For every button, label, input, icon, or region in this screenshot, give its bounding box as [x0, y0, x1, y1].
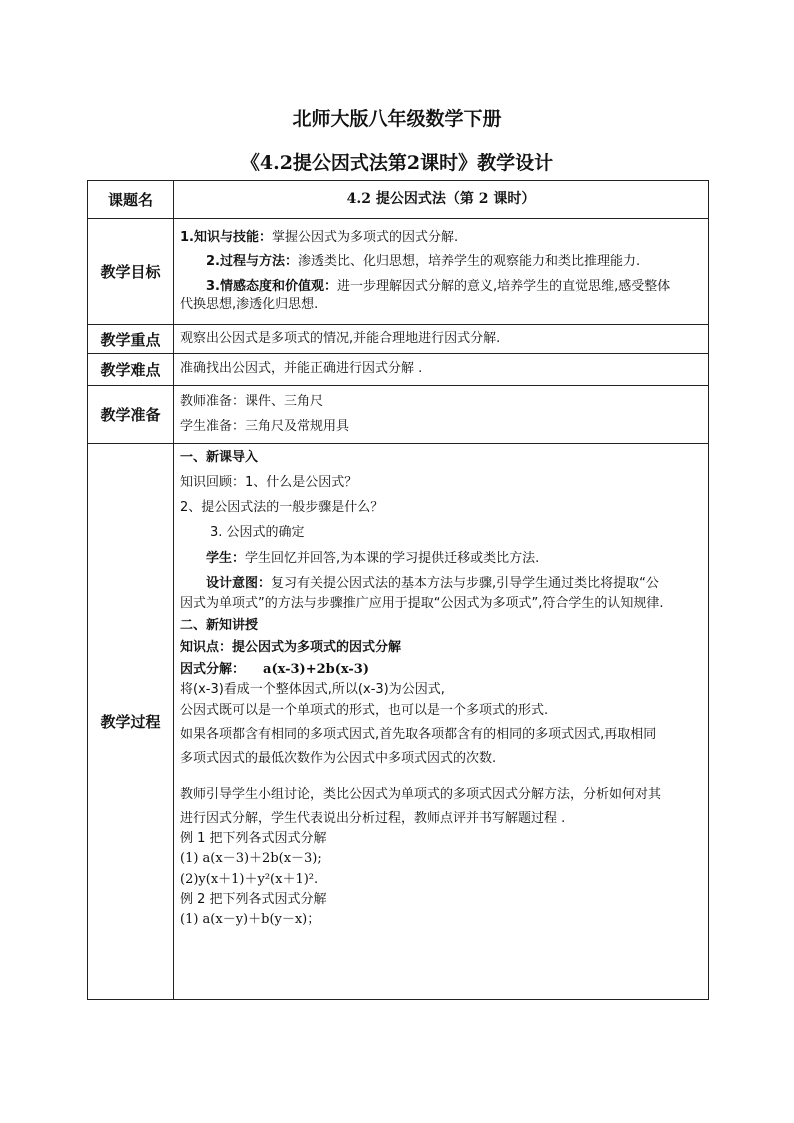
intent-text-cont: 因式为单项式”的方法与步骤推广应用于提取“公因式为多项式”,符合学生的认知规律. [180, 595, 664, 611]
label-prep: 教学准备 [88, 386, 174, 444]
example1-title: 例 1 把下列各式因式分解 [180, 831, 327, 847]
prep-content [174, 386, 709, 444]
teacher-prep: 教师准备：课件、三角尺 [180, 393, 324, 409]
review-q1: 知识回顾：1、什么是公因式？ [180, 475, 358, 491]
difficulty-value: 准确找出公因式，并能正确进行因式分解 . [174, 354, 709, 386]
label-topic: 课题名 [88, 181, 174, 219]
topic-value: 4.2 提公因式法（第 2 课时） [174, 181, 709, 219]
document-subtitle: 《4.2提公因式法第2课时》教学设计 [240, 152, 554, 174]
knowledge-point: 知识点：提公因式为多项式的因式分解 [180, 640, 402, 656]
label-process: 教学过程 [88, 444, 174, 1000]
goal2-label: 2.过程与方法： [206, 254, 298, 270]
label-key: 教学重点 [88, 325, 174, 354]
student-text: 学生回忆并回答,为本课的学习提供迁移或类比方法. [245, 550, 540, 566]
factor-expression: a(x-3)+2b(x-3) [263, 662, 369, 678]
lesson-plan-table [87, 180, 709, 1000]
goal1-label: 1.知识与技能： [180, 230, 272, 246]
section1-title: 一、新课导入 [180, 450, 259, 465]
key-value: 观察出公因式是多项式的情况,并能合理地进行因式分解. [174, 325, 709, 354]
row-difficulty [88, 354, 709, 386]
label-goals: 教学目标 [88, 219, 174, 325]
example2-item1: (1) a(x－y)＋b(y－x)； [180, 911, 321, 927]
goal3-text: 进一步理解因式分解的意义,培养学生的直觉思维,感受整体 [336, 278, 671, 294]
para-teacher-2: 进行因式分解，学生代表说出分析过程，教师点评并书写解题过程 . [180, 811, 566, 827]
review-q3: 3. 公因式的确定 [210, 525, 305, 541]
goal1-text: 掌握公因式为多项式的因式分解. [271, 230, 459, 246]
document-title: 北师大版八年级数学下册 [292, 108, 502, 130]
goal2-text: 渗透类比、化归思想，培养学生的观察能力和类比推理能力. [297, 254, 641, 270]
goal3-label: 3.情感态度和价值观： [206, 278, 337, 294]
row-key [88, 325, 709, 354]
example1-item1: (1) a(x－3)＋2b(x－3); [180, 851, 322, 867]
section2-title: 二、新知讲授 [180, 617, 259, 633]
process-content [174, 444, 709, 1000]
row-process [88, 444, 709, 1000]
student-prep: 学生准备：三角尺及常规用具 [180, 419, 350, 434]
row-prep [88, 386, 709, 444]
example1-item2: (2)y(x＋1)＋y²(x＋1)². [180, 871, 319, 887]
goals-content [174, 219, 709, 325]
intent-text: 复习有关提公因式法的基本方法与步骤,引导学生通过类比将提取“公 [271, 575, 659, 591]
para-rule-2: 多项式因式的最低次数作为公因式中多项式因式的次数. [180, 750, 497, 766]
goal3-text-cont: 代换思想,渗透化归思想. [180, 296, 319, 312]
para-rule-1: 如果各项都含有相同的多项式因式,首先取各项都含有的相同的多项式因式,再取相同 [180, 726, 657, 742]
para-teacher-1: 教师引导学生小组讨论，类比公因式为单项式的多项式因式分解方法，分析如何对其 [180, 786, 662, 802]
review-q2: 2、提公因式法的一般步骤是什么？ [180, 500, 384, 516]
intent-label: 设计意图： [206, 575, 272, 591]
para-common-factor: 将(x-3)看成一个整体因式,所以(x-3)为公因式, [180, 682, 445, 698]
para-form: 公因式既可以是一个单项式的形式，也可以是一个多项式的形式. [180, 702, 549, 718]
student-label: 学生： [206, 550, 246, 566]
factor-label: 因式分解： [180, 662, 246, 678]
label-difficulty: 教学难点 [88, 354, 174, 386]
row-goals [88, 219, 709, 325]
row-topic [88, 181, 709, 219]
example2-title: 例 2 把下列各式因式分解 [180, 891, 327, 907]
